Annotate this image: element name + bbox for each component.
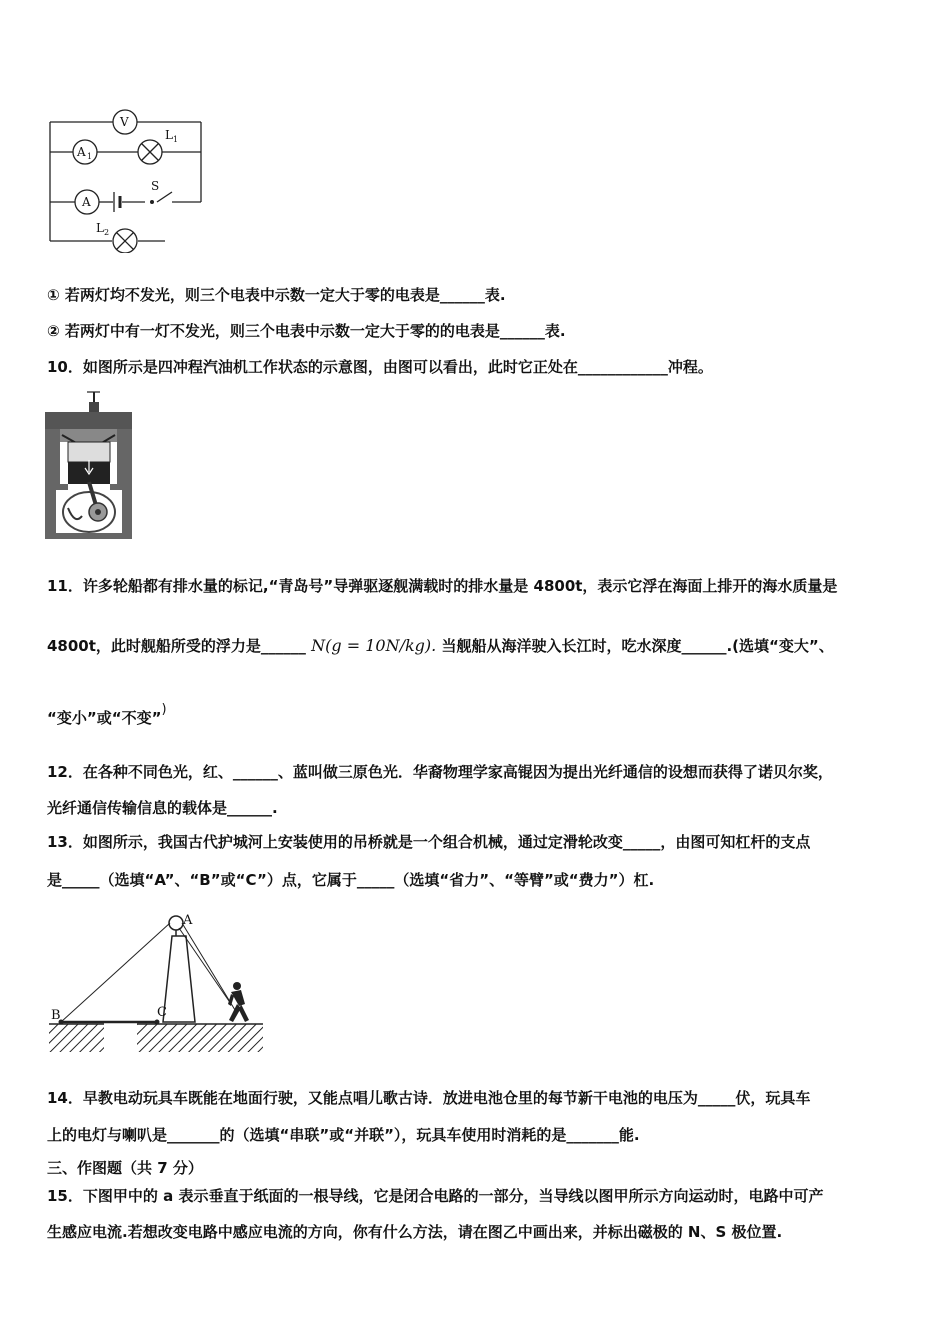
q10-text: 10．如图所示是四冲程汽油机工作状态的示意图，由图可以看出，此时它正处在____________冲程。 — [47, 358, 713, 376]
lamp1-subscript: 1 — [173, 135, 179, 144]
q12-line1: 12．在各种不同色光，红、______、蓝叫做三原色光．华裔物理学家高锟因为提出光纤通信的设想而获得了诺贝尔奖， — [47, 763, 833, 781]
q15-line2: 生感应电流.若想改变电路中感应电流的方向，你有什么方法，请在图乙中画出来，并标出磁极的 N、S 极位置. — [47, 1223, 783, 1241]
ammeter1-subscript: 1 — [87, 152, 93, 161]
q11-line2-end: 当舰船从海洋驶入长江时，吃水深度______.(选填“变大”、 — [441, 637, 834, 655]
switch-label: S — [151, 179, 160, 193]
q9-line1: ① 若两灯均不发光，则三个电表中示数一定大于零的电表是______表. — [47, 286, 506, 304]
q14-line1: 14．早教电动玩具车既能在地面行驶，又能点唱儿歌古诗．放进电池仓里的每节新干电池的电压为_____伏，玩具车 — [47, 1089, 811, 1107]
q15-line1: 15．下图甲中的 a 表示垂直于纸面的一根导线，它是闭合电路的一部分，当导线以图甲所示方向运动时，电路中可产 — [47, 1187, 824, 1205]
q11-line1: 11．许多轮船都有排水量的标记,“青岛号”导弹驱逐舰满载时的排水量是 4800t，表示它浮在海面上排开的海水质量是 — [47, 577, 838, 595]
ammeter-label: A — [82, 195, 91, 209]
ammeter1-label: A — [77, 145, 86, 159]
lamp1-label: L — [165, 128, 173, 142]
q13-line1: 13．如图所示，我国古代护城河上安装使用的吊桥就是一个组合机械，通过定滑轮改变_____，由图可知杠杆的支点 — [47, 833, 811, 851]
q13-line2: 是_____（选填“A”、“B”或“C”）点，它属于_____（选填“省力”、“等臂”或“费力”）杠. — [47, 871, 655, 889]
q11-line2-start: 4800t，此时舰船所受的浮力是______ — [47, 637, 306, 655]
lamp2-label: L — [96, 221, 104, 235]
section-heading: 三、作图题（共 7 分） — [47, 1159, 203, 1177]
q11-line2 — [47, 636, 834, 656]
q11-line3-text: “变小”或“不变” — [47, 709, 162, 727]
bridge-point-a: A — [183, 913, 193, 928]
q11-line3 — [47, 702, 167, 730]
drawbridge-diagram — [45, 898, 270, 1058]
circuit-diagram — [45, 108, 210, 253]
q12-line2: 光纤通信传输信息的载体是______. — [47, 799, 278, 817]
voltmeter-label: V — [120, 115, 129, 129]
q11-formula: N(g = 10N/kg). — [311, 636, 437, 655]
bridge-point-b: B — [51, 1008, 61, 1023]
lamp2-subscript: 2 — [104, 228, 110, 237]
q14-line2: 上的电灯与喇叭是_______的（选填“串联”或“并联”），玩具车使用时消耗的是_______能. — [47, 1126, 640, 1144]
q9-line2: ② 若两灯中有一灯不发光，则三个电表中示数一定大于零的的电表是______表. — [47, 322, 566, 340]
bridge-point-c: C — [157, 1005, 167, 1020]
engine-diagram — [42, 390, 137, 540]
q11-closing-paren: ) — [161, 702, 167, 717]
